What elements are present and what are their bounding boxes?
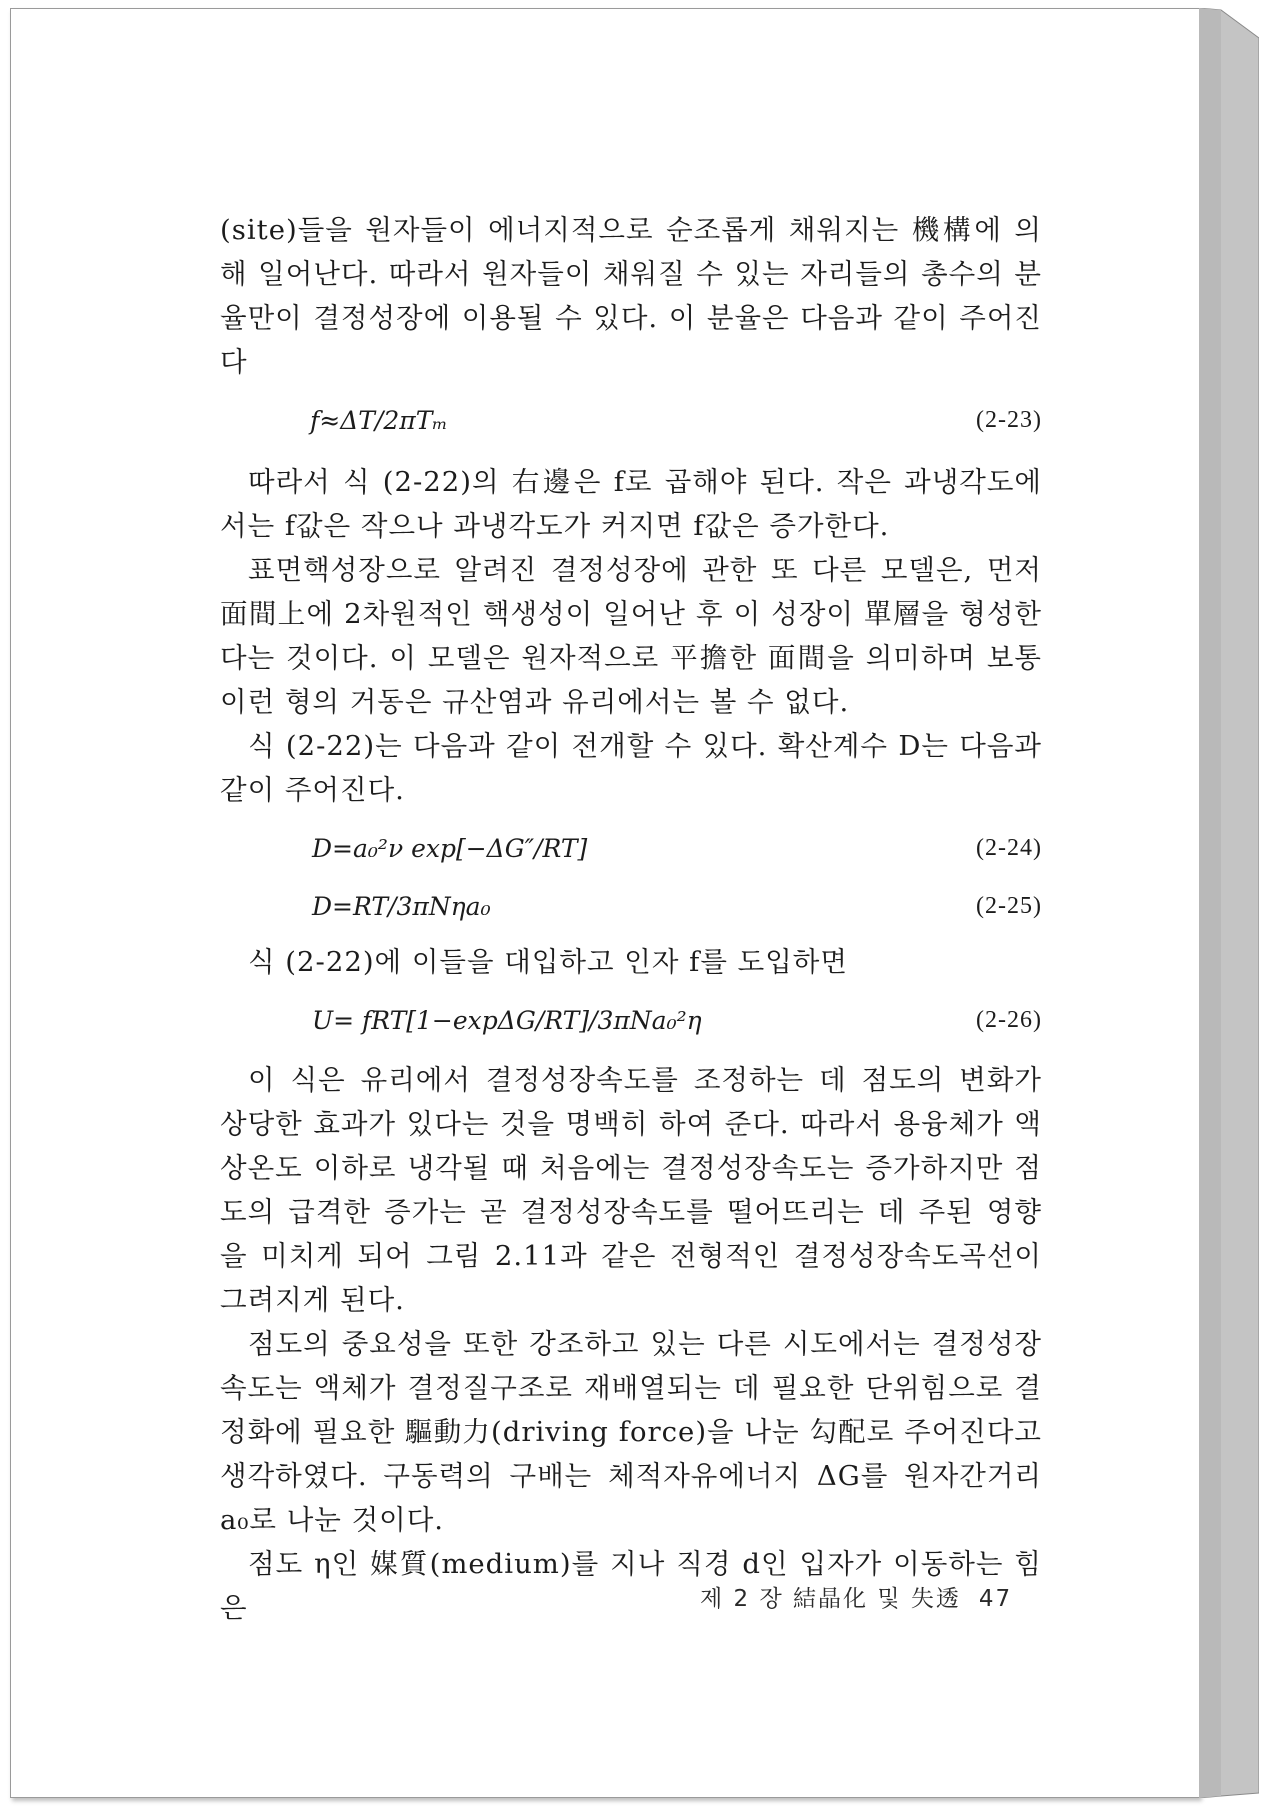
equation-formula: f≈ΔT/2πTₘ xyxy=(310,405,448,435)
text-block-intro xyxy=(220,208,1042,384)
equation-number: (2-23) xyxy=(976,406,1042,433)
equation-formula: D=RT/3πNηa₀ xyxy=(312,891,491,921)
text-block-middle xyxy=(220,460,1042,812)
equation-number: (2-25) xyxy=(976,892,1042,919)
paragraph-2: 따라서 식 (2-22)의 右邊은 f로 곱해야 된다. 작은 과냉각도에서는 f값은 작으나 과냉각도가 커지면 f값은 증가한다. xyxy=(220,466,1042,542)
page-content xyxy=(220,208,1042,1630)
equation-2-26 xyxy=(220,998,1042,1042)
paragraph-8: 점도 η인 媒質(medium)를 지나 직경 d인 입자가 이동하는 힘은 xyxy=(220,1548,1042,1624)
equation-2-24 xyxy=(220,826,1042,870)
page-footer xyxy=(700,1580,1012,1613)
paragraph-5: 식 (2-22)에 이들을 대입하고 인자 f를 도입하면 xyxy=(248,946,848,978)
equation-formula: D=a₀²ν exp[−ΔG″/RT] xyxy=(312,833,588,863)
paragraph-7: 점도의 중요성을 또한 강조하고 있는 다른 시도에서는 결정성장속도는 액체가 결정질구조로 재배열되는 데 필요한 단위힘으로 결정화에 필요한 驅動力(driving force)을 나눈 勾配로 주어진다고 생각하였다. 구동력의 구배는 체적자유에너지 ΔG를 원자간거리 a₀로 나눈 것이다. xyxy=(220,1328,1042,1536)
paragraph-1: (site)들을 원자들이 에너지적으로 순조롭게 채워지는 機構에 의해 일어난다. 따라서 원자들이 채워질 수 있는 자리들의 총수의 분율만이 결정성장에 이용될 수 있다. 이 분율은 다음과 같이 주어진다 xyxy=(220,214,1042,378)
equation-2-25 xyxy=(220,884,1042,928)
page-edge-3d xyxy=(1199,8,1259,1798)
page-number: 47 xyxy=(978,1586,1013,1612)
equation-formula: U= fRT[1−expΔG/RT]/3πNa₀²η xyxy=(312,1005,702,1035)
chapter-title: 제 2 장 結晶化 및 失透 xyxy=(700,1586,961,1612)
equation-number: (2-24) xyxy=(976,834,1042,861)
text-block-end xyxy=(220,1058,1042,1630)
equation-2-23 xyxy=(220,398,1042,442)
equation-number: (2-26) xyxy=(976,1006,1042,1033)
paragraph-3: 표면핵성장으로 알려진 결정성장에 관한 또 다른 모델은, 먼저 面間上에 2차원적인 핵생성이 일어난 후 이 성장이 單層을 형성한다는 것이다. 이 모델은 원자적으로 平擔한 面間을 의미하며 보통 이런 형의 거동은 규산염과 유리에서는 볼 수 없다. xyxy=(220,554,1042,718)
paragraph-4: 식 (2-22)는 다음과 같이 전개할 수 있다. 확산계수 D는 다음과 같이 주어진다. xyxy=(220,730,1042,806)
paragraph-6: 이 식은 유리에서 결정성장속도를 조정하는 데 점도의 변화가 상당한 효과가 있다는 것을 명백히 하여 준다. 따라서 용융체가 액상온도 이하로 냉각될 때 처음에는 결정성장속도는 증가하지만 점도의 급격한 증가는 곧 결정성장속도를 떨어뜨리는 데 주된 영향을 미치게 되어 그림 2.11과 같은 전형적인 결정성장속도곡선이 그려지게 된다. xyxy=(220,1064,1042,1316)
